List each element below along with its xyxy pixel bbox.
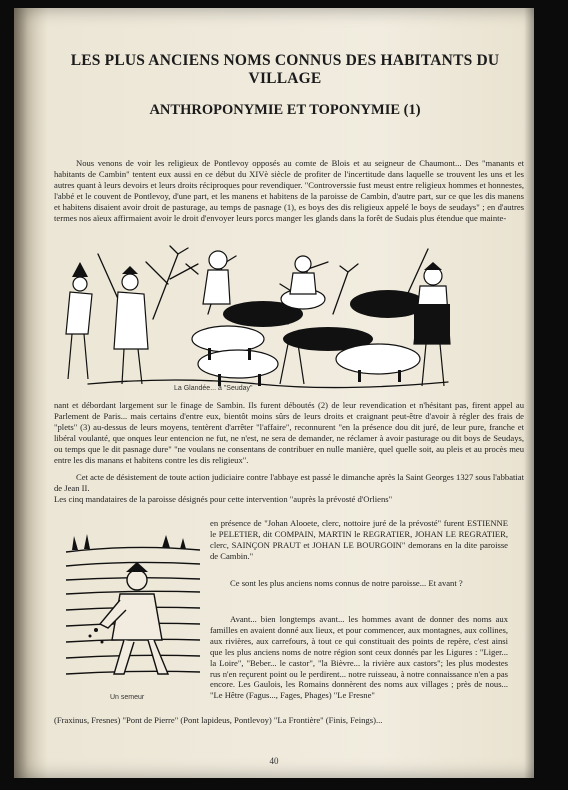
page-number: 40 xyxy=(269,756,279,766)
semeur-illustration xyxy=(62,532,204,690)
page-edge-shadow xyxy=(524,8,534,778)
paragraph-intro: Nous venons de voir les religieux de Pontlevoy opposés au comte de Blois et au seigneur de Chaumont... Des "manants et habitants de Cambin" tentent eux aussi en ce début du XIVè siècle de profiter de l'incertitude dans laquelle se trouvent les uns et les autres quant à leurs devoirs et leurs droits réciproques pour revendiquer. "Controverssie fust meust entre religieux hommes et honnestes, l'abbé et le couvent de Pontlevoy, d'une part, et les manens et habitens de la paroisse de Cambin, d'autre part, sur ce que les dis manens et habitens disaient avoir droit de pasturage, au temps de pasnage (1), es boys des dis religieux appelé le boys de seudays" ; en d'autres termes nos aïeux affirmaient avoir le droit d'envoyer leurs porcs manger les glands dans la forêt de Sudais plus étendue que mainte- xyxy=(54,158,524,223)
paragraph-question: Ce sont les plus anciens noms connus de notre paroisse... Et avant ? xyxy=(230,578,463,588)
illustration-caption-semeur: Un semeur xyxy=(110,694,145,701)
paragraph-sambin: nant et débordant largement sur le finage de Sambin. Ils furent déboutés (2) de leur revendication et n'hésitant pas, firent appel au Parlement de Paris... mais certains d'entre eux, bientôt moins sûrs de leurs droits et craignant peut-être d'avoir à régler des frais de "plets" (3) au-dessus de leurs moyens, tentèrent d'arrêter "l'affaire", reconnurent "en la présence dou dit juré, de leur pure, franche et libéral voulanté, que onques leur entencion ne fut, ne n'est, ne sera de demander, ne réclamer à avoir pasturage ou dit boys de Seudays, ou temps que le dit pasnage dure" "ne voulans ne consentans de contribuer en nulle manière, quel quelle soit, au pleis et au procès meu entre les dis manans et habitens contre les dis religieux". xyxy=(54,400,524,465)
paragraph-avant: Avant... bien longtemps avant... les hommes avant de donner des noms aux familles en avaient donné aux lieux, et pour commencer, aux montagnes, aux collines, aux rivières, aux carrefours, à tout ce qui constituait des points de repère, c'est ainsi que les plus anciens noms de notre région sont ceux donnés par les Ligures : "Liger... la Loire", "Beber... le castor", "la Bièvre... la rivière aux castors"; les plus modestes rus n'en reçurent point ou le perdirent... notre ruisseau, à notre connaissance n'en a pas encore. Les Gaulois, les Romains donnèrent des noms aux villages ; près de nous... "Le Hêtre (Fagus..., Fages, Phages) "Le Fresne" xyxy=(210,614,508,701)
book-page xyxy=(14,8,534,778)
subtitle: ANTHROPONYMIE ET TOPONYMIE (1) xyxy=(149,102,421,118)
main-title: LES PLUS ANCIENS NOMS CONNUS DES HABITANTS DU VILLAGE xyxy=(70,52,500,87)
paragraph-mandataires: Les cinq mandataires de la paroisse désignés pour cette intervention "auprès la prévosté d'Orliens" xyxy=(54,494,393,504)
paragraph-names: en présence de "Johan Alooete, clerc, nottoire juré de la prévosté" furent ESTIENNE le PELETIER, dit COMPAIN, MARTIN le REGRATIER, JOHAN LE REGRATIER, clerc, SAINÇON PRAUT et JOHAN LE BOURGOIN" demorans en la dite paroisse de Cambin." xyxy=(210,518,508,561)
paragraph-placenames: (Fraxinus, Fresnes) "Pont de Pierre" (Pont lapideus, Pontlevoy) "La Frontière" (Finis, Feings)... xyxy=(54,715,383,725)
glandee-illustration xyxy=(58,244,458,394)
paragraph-desistement: Cet acte de désistement de toute action judiciaire contre l'abbaye est passé le dimanche après la Saint Georges 1327 sous l'abbatiat de Jean II. xyxy=(54,472,524,493)
illustration-caption-glandee: La Glandée... à "Seuday" xyxy=(174,385,253,392)
